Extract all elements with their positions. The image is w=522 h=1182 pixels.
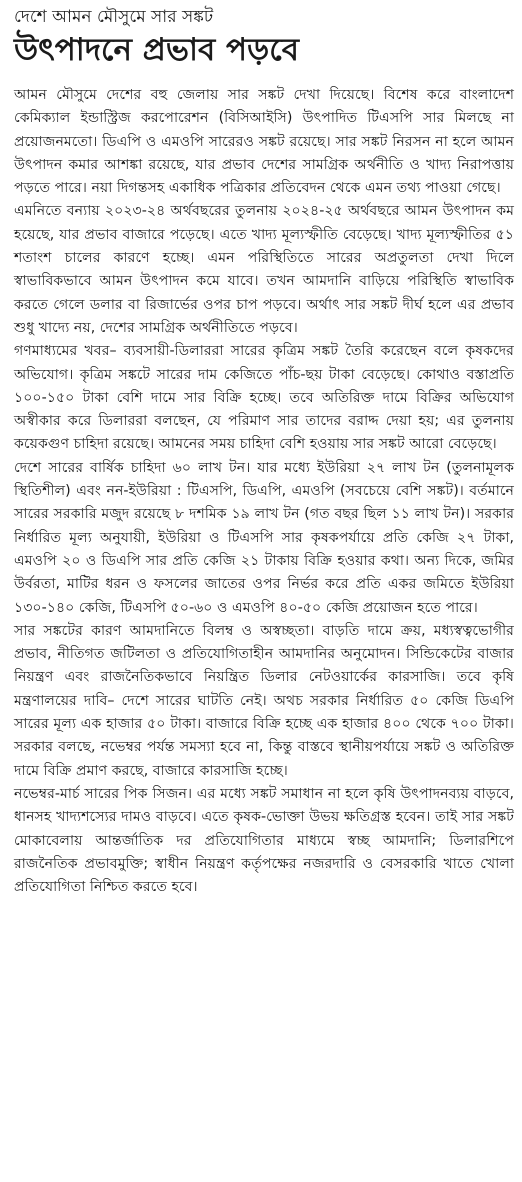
article-headline: উৎপাদনে প্রভাব পড়বে	[14, 32, 299, 68]
article-paragraph: এমনিতে বন্যায় ২০২৩-২৪ অর্থবছরের তুলনায় ২০২৪-২৫ অর্থবছরে আমন উৎপাদন কম হয়েছে, যার প্রভাব বাজারে পড়েছে। এতে খাদ্য মূল্যস্ফীতি বেড়েছে। খাদ্য মূল্যস্ফীতির ৫১ শতাংশ চালের কারণে হচ্ছে। এমন পরিস্থিতিতে সারের অপ্রতুলতা দেখা দিলে স্বাভাবিকভাবে আমন উৎপাদন কমে যাবে। তখন আমদানি বাড়িয়ে পরিস্থিতি স্বাভাবিক করতে গেলে ডলার বা রিজার্ভের ওপর চাপ পড়বে। অর্থাৎ সার সঙ্কট দীর্ঘ হলে এর প্রভাব শুধু খাদ্যে নয়, দেশের সামগ্রিক অর্থনীতিতে পড়বে।	[14, 203, 514, 336]
article-paragraph: গণমাধ্যমের খবর– ব্যবসায়ী-ডিলাররা সারের কৃত্রিম সঙ্কট তৈরি করেছেন বলে কৃষকদের অভিযোগ। কৃত্রিম সঙ্কটে সারের দাম কেজিতে পাঁচ-ছয় টাকা বেড়েছে। কোথাও বস্তাপ্রতি ১০০-১৫০ টাকা বেশি দামে সার বিক্রি হচ্ছে। তবে অতিরিক্ত দামে বিক্রির অভিযোগ অস্বীকার করে ডিলাররা বলছেন, যে পরিমাণ সার তাদের বরাদ্দ দেয়া হয়; এর তুলনায় কয়েকগুণ চাহিদা রয়েছে। আমনের সময় চাহিদা বেশি হওয়ায় সার সঙ্কট আরো বেড়েছে।	[14, 343, 514, 453]
article-paragraph: আমন মৌসুমে দেশের বহু জেলায় সার সঙ্কট দেখা দিয়েছে। বিশেষ করে বাংলাদেশ কেমিক্যাল ইন্ডাস্ট্রিজ করপোরেশন (বিসিআইসি) উৎপাদিত টিএসপি সার মিলছে না প্রয়োজনমতো। ডিএপি ও এমওপি সারেরও সঙ্কট রয়েছে। সার সঙ্কট নিরসন না হলে আমন উৎপাদন কমার আশঙ্কা রয়েছে, যার প্রভাব দেশের সামগ্রিক অর্থনীতি ও খাদ্য নিরাপত্তায় পড়তে পারে। নয়া দিগন্তসহ একাধিক পত্রিকার প্রতিবেদন থেকে এমন তথ্য পাওয়া গেছে।	[14, 87, 514, 197]
article-kicker: দেশে আমন মৌসুমে সার সঙ্কট	[14, 7, 214, 27]
article-paragraph: নভেম্বর-মার্চ সারের পিক সিজন। এর মধ্যে সঙ্কট সমাধান না হলে কৃষি উৎপাদনব্যয় বাড়বে, ধানসহ খাদ্যশস্যের দামও বাড়বে। এতে কৃষক-ভোক্তা উভয় ক্ষতিগ্রস্ত হবেন। তাই সার সঙ্কট মোকাবেলায় আন্তর্জাতিক দর প্রতিযোগিতার মাধ্যমে স্বচ্ছ আমদানি; ডিলারশিপে রাজনৈতিক প্রভাবমুক্তি; স্বাধীন নিয়ন্ত্রণ কর্তৃপক্ষের নজরদারি ও বেসরকারি খাতে খোলা প্রতিযোগিতা নিশ্চিত করতে হবে।	[14, 785, 514, 896]
article	[14, 6, 514, 899]
article-paragraph: সার সঙ্কটের কারণ আমদানিতে বিলম্ব ও অস্বচ্ছতা। বাড়তি দামে ক্রয়, মধ্যস্বত্বভোগীর প্রভাব, নীতিগত জটিলতা ও প্রতিযোগিতাহীন আমদানির অনুমোদন। সিন্ডিকেটের বাজার নিয়ন্ত্রণ এবং রাজনৈতিকভাবে নিয়ন্ত্রিত ডিলার নেটওয়ার্কের কারসাজি। তবে কৃষি মন্ত্রণালয়ের দাবি– দেশে সারের ঘাটতি নেই। অথচ সরকার নির্ধারিত ৫০ কেজি ডিএপি সারের মূল্য এক হাজার ৫০ টাকা। বাজারে বিক্রি হচ্ছে এক হাজার ৪০০ থেকে ৭০০ টাকা। সরকার বলছে, নভেম্বর পর্যন্ত সমস্যা হবে না, কিন্তু বাস্তবে স্থানীয়পর্যায়ে সঙ্কট ও অতিরিক্ত দামে বিক্রি প্রমাণ করছে, বাজারে কারসাজি হচ্ছে।	[14, 622, 514, 779]
article-paragraph: দেশে সারের বার্ষিক চাহিদা ৬০ লাখ টন। যার মধ্যে ইউরিয়া ২৭ লাখ টন (তুলনামূলক স্থিতিশীল) এবং নন-ইউরিয়া : টিএসপি, ডিএপি, এমওপি (সবচেয়ে বেশি সঙ্কট)। বর্তমানে সারের সরকারি মজুদ রয়েছে ৮ দশমিক ১৯ লাখ টন (গত বছর ছিল ১১ লাখ টন)। সরকার নির্ধারিত মূল্য অনুযায়ী, ইউরিয়া ও টিএসপি সার কৃষকপর্যায়ে প্রতি কেজি ২৭ টাকা, এমওপি ২০ ও ডিএপি সার প্রতি কেজি ২১ টাকায় বিক্রি হওয়ার কথা। অন্য দিকে, জমির উর্বরতা, মাটির ধরন ও ফসলের জাতের ওপর নির্ভর করে প্রতি একর জমিতে ইউরিয়া ১৩০-১৪০ কেজি, টিএসপি ৫০-৬০ ও এমওপি ৪০-৫০ কেজি প্রয়োজন হতে পারে।	[14, 459, 514, 616]
